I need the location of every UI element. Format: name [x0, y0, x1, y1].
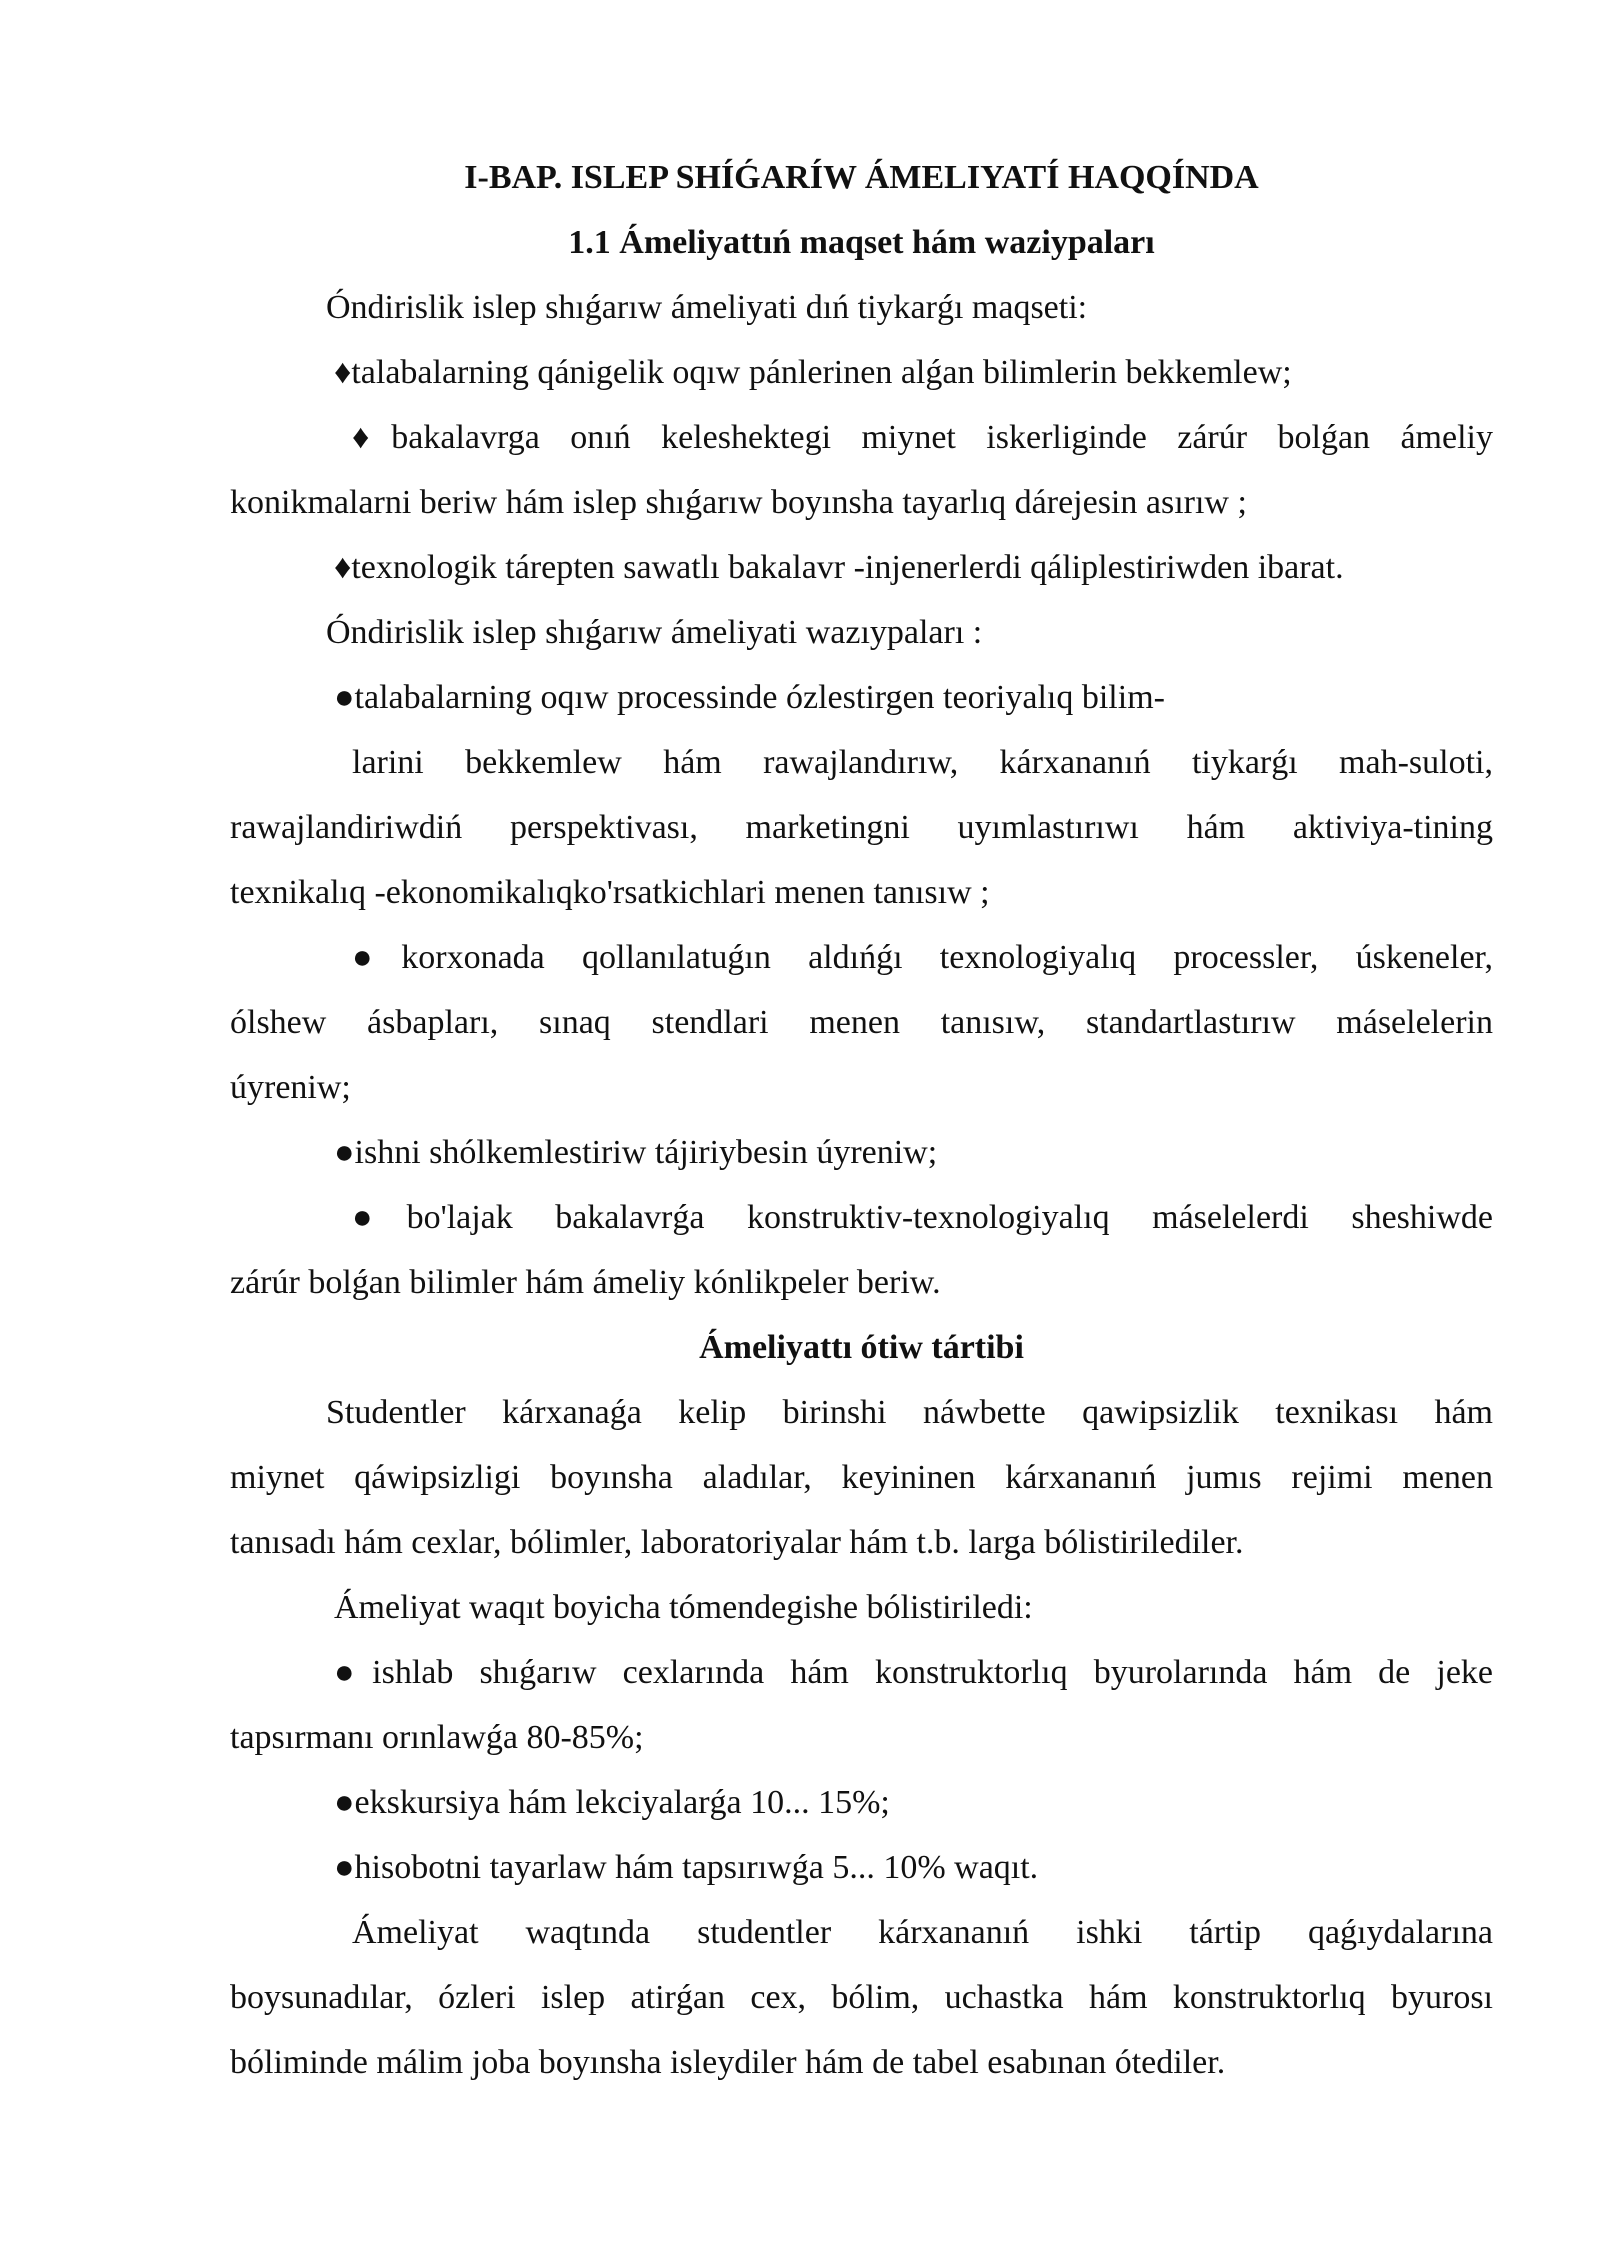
paragraph-line: Óndirislik islep shıǵarıw ámeliyati wazıypaları :: [326, 614, 983, 651]
paragraph-line: larini bekkemlew hám rawajlandırıw, kárxananıń tiykarǵı mah-suloti,: [352, 744, 1493, 781]
bullet-line: ●hisobotni tayarlaw hám tapsırıwǵa 5... 10% waqıt.: [334, 1849, 1039, 1886]
paragraph-line: Ámeliyat waqıt boyicha tómendegishe bólistiriledi:: [334, 1589, 1033, 1626]
chapter-title: I-BAP. ISLEP SHÍǴARÍW ÁMELIYATÍ HAQQÍNDA: [464, 159, 1259, 196]
bullet-line: ●ishni shólkemlestiriw tájiriybesin úyreniw;: [334, 1134, 938, 1171]
paragraph-line: Óndirislik islep shıǵarıw ámeliyati dıń tiykarǵı maqseti:: [326, 289, 1088, 326]
paragraph-line: miynet qáwipsizligi boyınsha aladılar, keyininen kárxananıń jumıs rejimi menen: [230, 1459, 1493, 1496]
paragraph-line: úyreniw;: [230, 1069, 351, 1106]
bullet-line: ●bo'lajak bakalavrǵa konstruktiv-texnologiyalıq máselelerdi sheshiwde: [352, 1199, 1493, 1236]
bullet-line: ●korxonada qollanılatuǵın aldıńǵı texnologiyalıq processler, úskeneler,: [352, 939, 1493, 976]
subheading: Ámeliyattı ótiw tártibi: [699, 1329, 1024, 1366]
section-title: 1.1 Ámeliyattıń maqset hám waziypaları: [568, 224, 1155, 261]
bullet-line: ♦talabalarning qánigelik oqıw pánlerinen alǵan bilimlerin bekkemlew;: [334, 354, 1292, 391]
paragraph-line: zárúr bolǵan bilimler hám ámeliy kónlikpeler beriw.: [230, 1264, 941, 1301]
paragraph-line: tanısadı hám cexlar, bólimler, laboratoriyalar hám t.b. larga bólistirilediler.: [230, 1524, 1244, 1561]
paragraph-line: texnikalıq -ekonomikalıqko'rsatkichlari menen tanısıw ;: [230, 874, 990, 911]
paragraph-line: ólshew ásbapları, sınaq stendlari menen tanısıw, standartlastırıw máselelerin: [230, 1004, 1493, 1041]
bullet-line: ●ishlab shıǵarıw cexlarında hám konstruktorlıq byurolarında hám de jeke: [334, 1654, 1493, 1691]
paragraph-line: Studentler kárxanaǵa kelip birinshi náwbette qawipsizlik texnikası hám: [326, 1394, 1493, 1431]
paragraph-line: Ámeliyat waqtında studentler kárxananıń ishki tártip qaǵıydalarına: [352, 1914, 1493, 1951]
bullet-line: ●talabalarning oqıw processinde ózlestirgen teoriyalıq bilim-: [334, 679, 1165, 716]
paragraph-line: tapsırmanı orınlawǵa 80-85%;: [230, 1719, 644, 1756]
bullet-line: ♦bakalavrga onıń keleshektegi miynet iskerliginde zárúr bolǵan ámeliy: [352, 419, 1493, 456]
paragraph-line: rawajlandiriwdiń perspektivası, marketingni uyımlastırıwı hám aktiviya-tining: [230, 809, 1493, 846]
paragraph-line: konikmalarni beriw hám islep shıǵarıw boyınsha tayarlıq dárejesin asırıw ;: [230, 484, 1247, 521]
paragraph-line: boysunadılar, ózleri islep atirǵan cex, bólim, uchastka hám konstruktorlıq byurosı: [230, 1979, 1493, 2016]
bullet-line: ♦texnologik tárepten sawatlı bakalavr -injenerlerdi qáliplestiriwden ibarat.: [334, 549, 1344, 586]
paragraph-line: bóliminde málim joba boyınsha isleydiler hám de tabel esabınan ótediler.: [230, 2044, 1226, 2081]
bullet-line: ●ekskursiya hám lekciyalarǵa 10... 15%;: [334, 1784, 890, 1821]
